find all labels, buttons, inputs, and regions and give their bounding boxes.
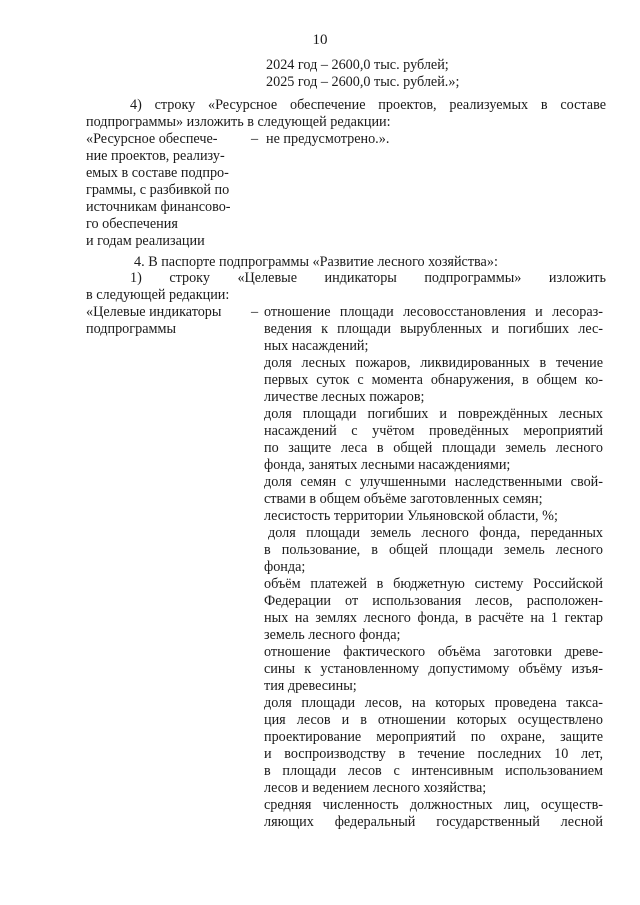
indicator-text-line: отношение площади лесовосстановления и лесораз- [264,304,603,320]
indicator-text-line: лесов и ведением лесного хозяйства; [264,780,487,796]
indicator-text-line: средняя численность должностных лиц, осуществ- [264,797,603,813]
indicator-text-line: ных насаждений; [264,338,369,354]
indicator-text-line: личестве лесных пожаров; [264,389,425,405]
resource-label-line: и годам реализации [86,233,205,249]
indicator-text-line: доля семян с улучшенными наследственными свой- [264,474,603,490]
item4-line2: подпрограммы» изложить в следующей редакции: [86,114,391,130]
resource-label-line: граммы, с разбивкой по [86,182,230,198]
indicator-text-line: ляющих федеральный государственный лесной [264,814,603,830]
resource-label-line: емых в составе подпро- [86,165,229,181]
indicators-label-line: подпрограммы [86,321,176,337]
section4-item1-line1 [130,270,606,287]
indicator-text-line: тия древесины; [264,678,357,694]
indicator-text-line: по защите леса в общей площади земель лесного [264,440,603,456]
resource-label-line: источникам финансово- [86,199,231,215]
indicator-text-line: и воспроизводству в течение последних 10 лет, [264,746,603,762]
indicator-text-line: доля лесных пожаров, ликвидированных в течение [264,355,603,371]
item4-line1: 4) строку «Ресурсное обеспечение проектов, реализуемых в составе [130,97,606,113]
indicator-text-line: ведения к площади вырубленных и погибших лес- [264,321,603,337]
target-indicators-label [86,304,221,338]
indicator-text-line: Федерации от использования лесов, расположен- [264,593,603,609]
section4-heading: 4. В паспорте подпрограммы «Развитие лесного хозяйства»: [134,254,498,270]
item1-word: подпрограммы» [424,270,522,286]
finance-line-2024: 2024 год – 2600,0 тыс. рублей; [266,57,449,73]
resource-label-line: го обеспечения [86,216,178,232]
indicator-text-line: ствами в общем объёме заготовленных семян; [264,491,543,507]
resource-label-line: ние проектов, реализу- [86,148,225,164]
indicator-text-line: в площади лесов с интенсивным использованием [264,763,603,779]
indicator-text-line: отношение фактического объёма заготовки древе- [264,644,603,660]
indicator-text-line: насаждений с учётом проведённых мероприятий [264,423,603,439]
indicator-text-line: фонда, занятых лесными насаждениями; [264,457,511,473]
indicators-dash: – [251,304,259,320]
item1-word: «Целевые [237,270,297,286]
indicator-text-line: в пользование, в общей площади земель лесного [264,542,603,558]
target-indicators-list [264,304,603,831]
resource-provision-value: не предусмотрено.». [266,131,390,147]
indicator-text-line: доля площади погибших и повреждённых лесных [264,406,603,422]
item1-word: изложить [548,270,606,286]
section4-item1-line2: в следующей редакции: [86,287,230,303]
item1-word: строку [169,270,210,286]
item1-word: 1) [130,270,142,286]
item1-word: индикаторы [324,270,397,286]
indicator-text-line: ных на землях лесного фонда, в расчёте на 1 гектар [264,610,603,626]
indicator-text-line: фонда; [264,559,306,575]
indicator-text-line: объём платежей в бюджетную систему Российской [264,576,603,592]
resource-provision-label [86,131,231,250]
indicator-text-line: сины к установленному допустимому объёму изъя- [264,661,603,677]
indicator-text-line: доля площади земель лесного фонда, переданных [268,525,603,541]
finance-line-2025: 2025 год – 2600,0 тыс. рублей.»; [266,74,460,90]
indicator-text-line: доля площади лесов, на которых проведена такса- [264,695,603,711]
indicator-text-line: проектирование мероприятий по охране, защите [264,729,603,745]
indicator-text-line: лесистость территории Ульяновской области, %; [264,508,558,524]
resource-label-line: «Ресурсное обеспече- [86,131,218,147]
page-number: 10 [312,32,328,48]
resource-dash: – [251,131,259,147]
indicator-text-line: земель лесного фонда; [264,627,401,643]
indicator-text-line: ция лесов и в отношении которых осуществлено [264,712,603,728]
indicators-label-line: «Целевые индикаторы [86,304,222,320]
indicator-text-line: первых суток с момента обнаружения, в общем ко- [264,372,603,388]
